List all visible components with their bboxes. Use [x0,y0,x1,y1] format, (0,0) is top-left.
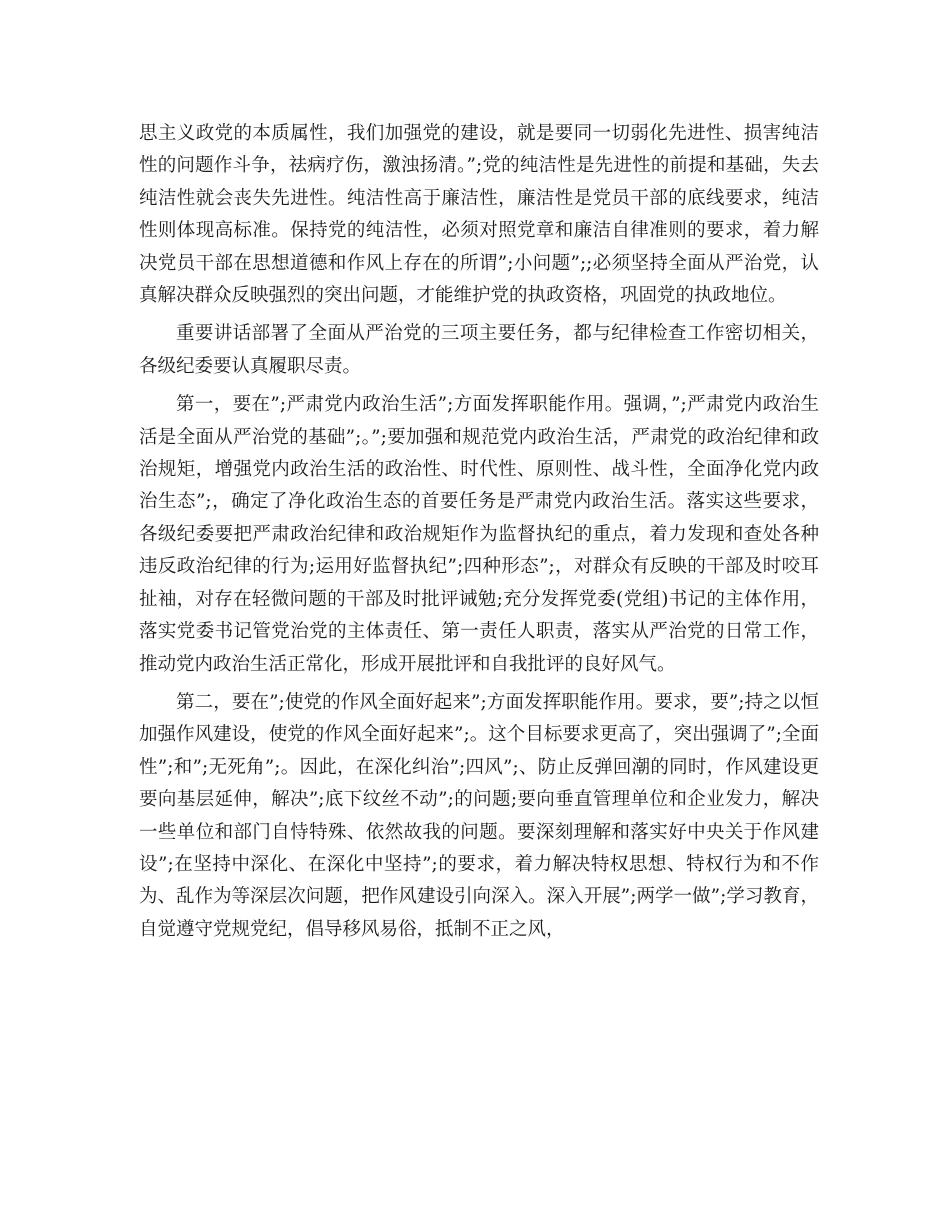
paragraph-2: 重要讲话部署了全面从严治党的三项主要任务，都与纪律检查工作密切相关，各级纪委要认真履职尽责。 [139,323,819,377]
document-body [139,118,819,952]
paragraph-1: 思主义政党的本质属性，我们加强党的建设，就是要同一切弱化先进性、损害纯洁性的问题作斗争，祛病疗伤，激浊扬清。”;党的纯洁性是先进性的前提和基础，失去纯洁性就会丧失先进性。纯洁性高于廉洁性，廉洁性是党员干部的底线要求，纯洁性则体现高标准。保持党的纯洁性，必须对照党章和廉洁自律准则的要求，着力解决党员干部在思想道德和作风上存在的所谓”;小问题”;;必须坚持全面从严治党，认真解决群众反映强烈的突出问题，才能维护党的执政资格，巩固党的执政地位。 [139,123,819,307]
paragraph-4: 第二，要在”;使党的作风全面好起来”;方面发挥职能作用。要求，要”;持之以恒加强作风建设，使党的作风全面好起来”;。这个目标要求更高了，突出强调了”;全面性”;和”;无死角”;。因此，在深化纠治”;四风”;、防止反弹回潮的同时，作风建设更要向基层延伸，解决”;底下纹丝不动”;的问题;要向垂直管理单位和企业发力，解决一些单位和部门自恃特殊、依然故我的问题。要深刻理解和落实好中央关于作风建设”;在坚持中深化、在深化中坚持”;的要求，着力解决特权思想、特权行为和不作为、乱作为等深层次问题，把作风建设引向深入。深入开展”;两学一做”;学习教育，自觉遵守党规党纪，倡导移风易俗，抵制不正之风， [139,691,819,940]
paragraph-3: 第一，要在”;严肃党内政治生活”;方面发挥职能作用。强调，”;严肃党内政治生活是全面从严治党的基础”;。”;要加强和规范党内政治生活，严肃党的政治纪律和政治规矩，增强党内政治生活的政治性、时代性、原则性、战斗性，全面净化党内政治生态”;，确定了净化政治生态的首要任务是严肃党内政治生活。落实这些要求，各级纪委要把严肃政治纪律和政治规矩作为监督执纪的重点，着力发现和查处各种违反政治纪律的行为;运用好监督执纪”;四种形态”;，对群众有反映的干部及时咬耳扯袖，对存在轻微问题的干部及时批评诫勉;充分发挥党委(党组)书记的主体作用，落实党委书记管党治党的主体责任、第一责任人职责，落实从严治党的日常工作，推动党内政治生活正常化，形成开展批评和自我批评的良好风气。 [139,394,819,675]
